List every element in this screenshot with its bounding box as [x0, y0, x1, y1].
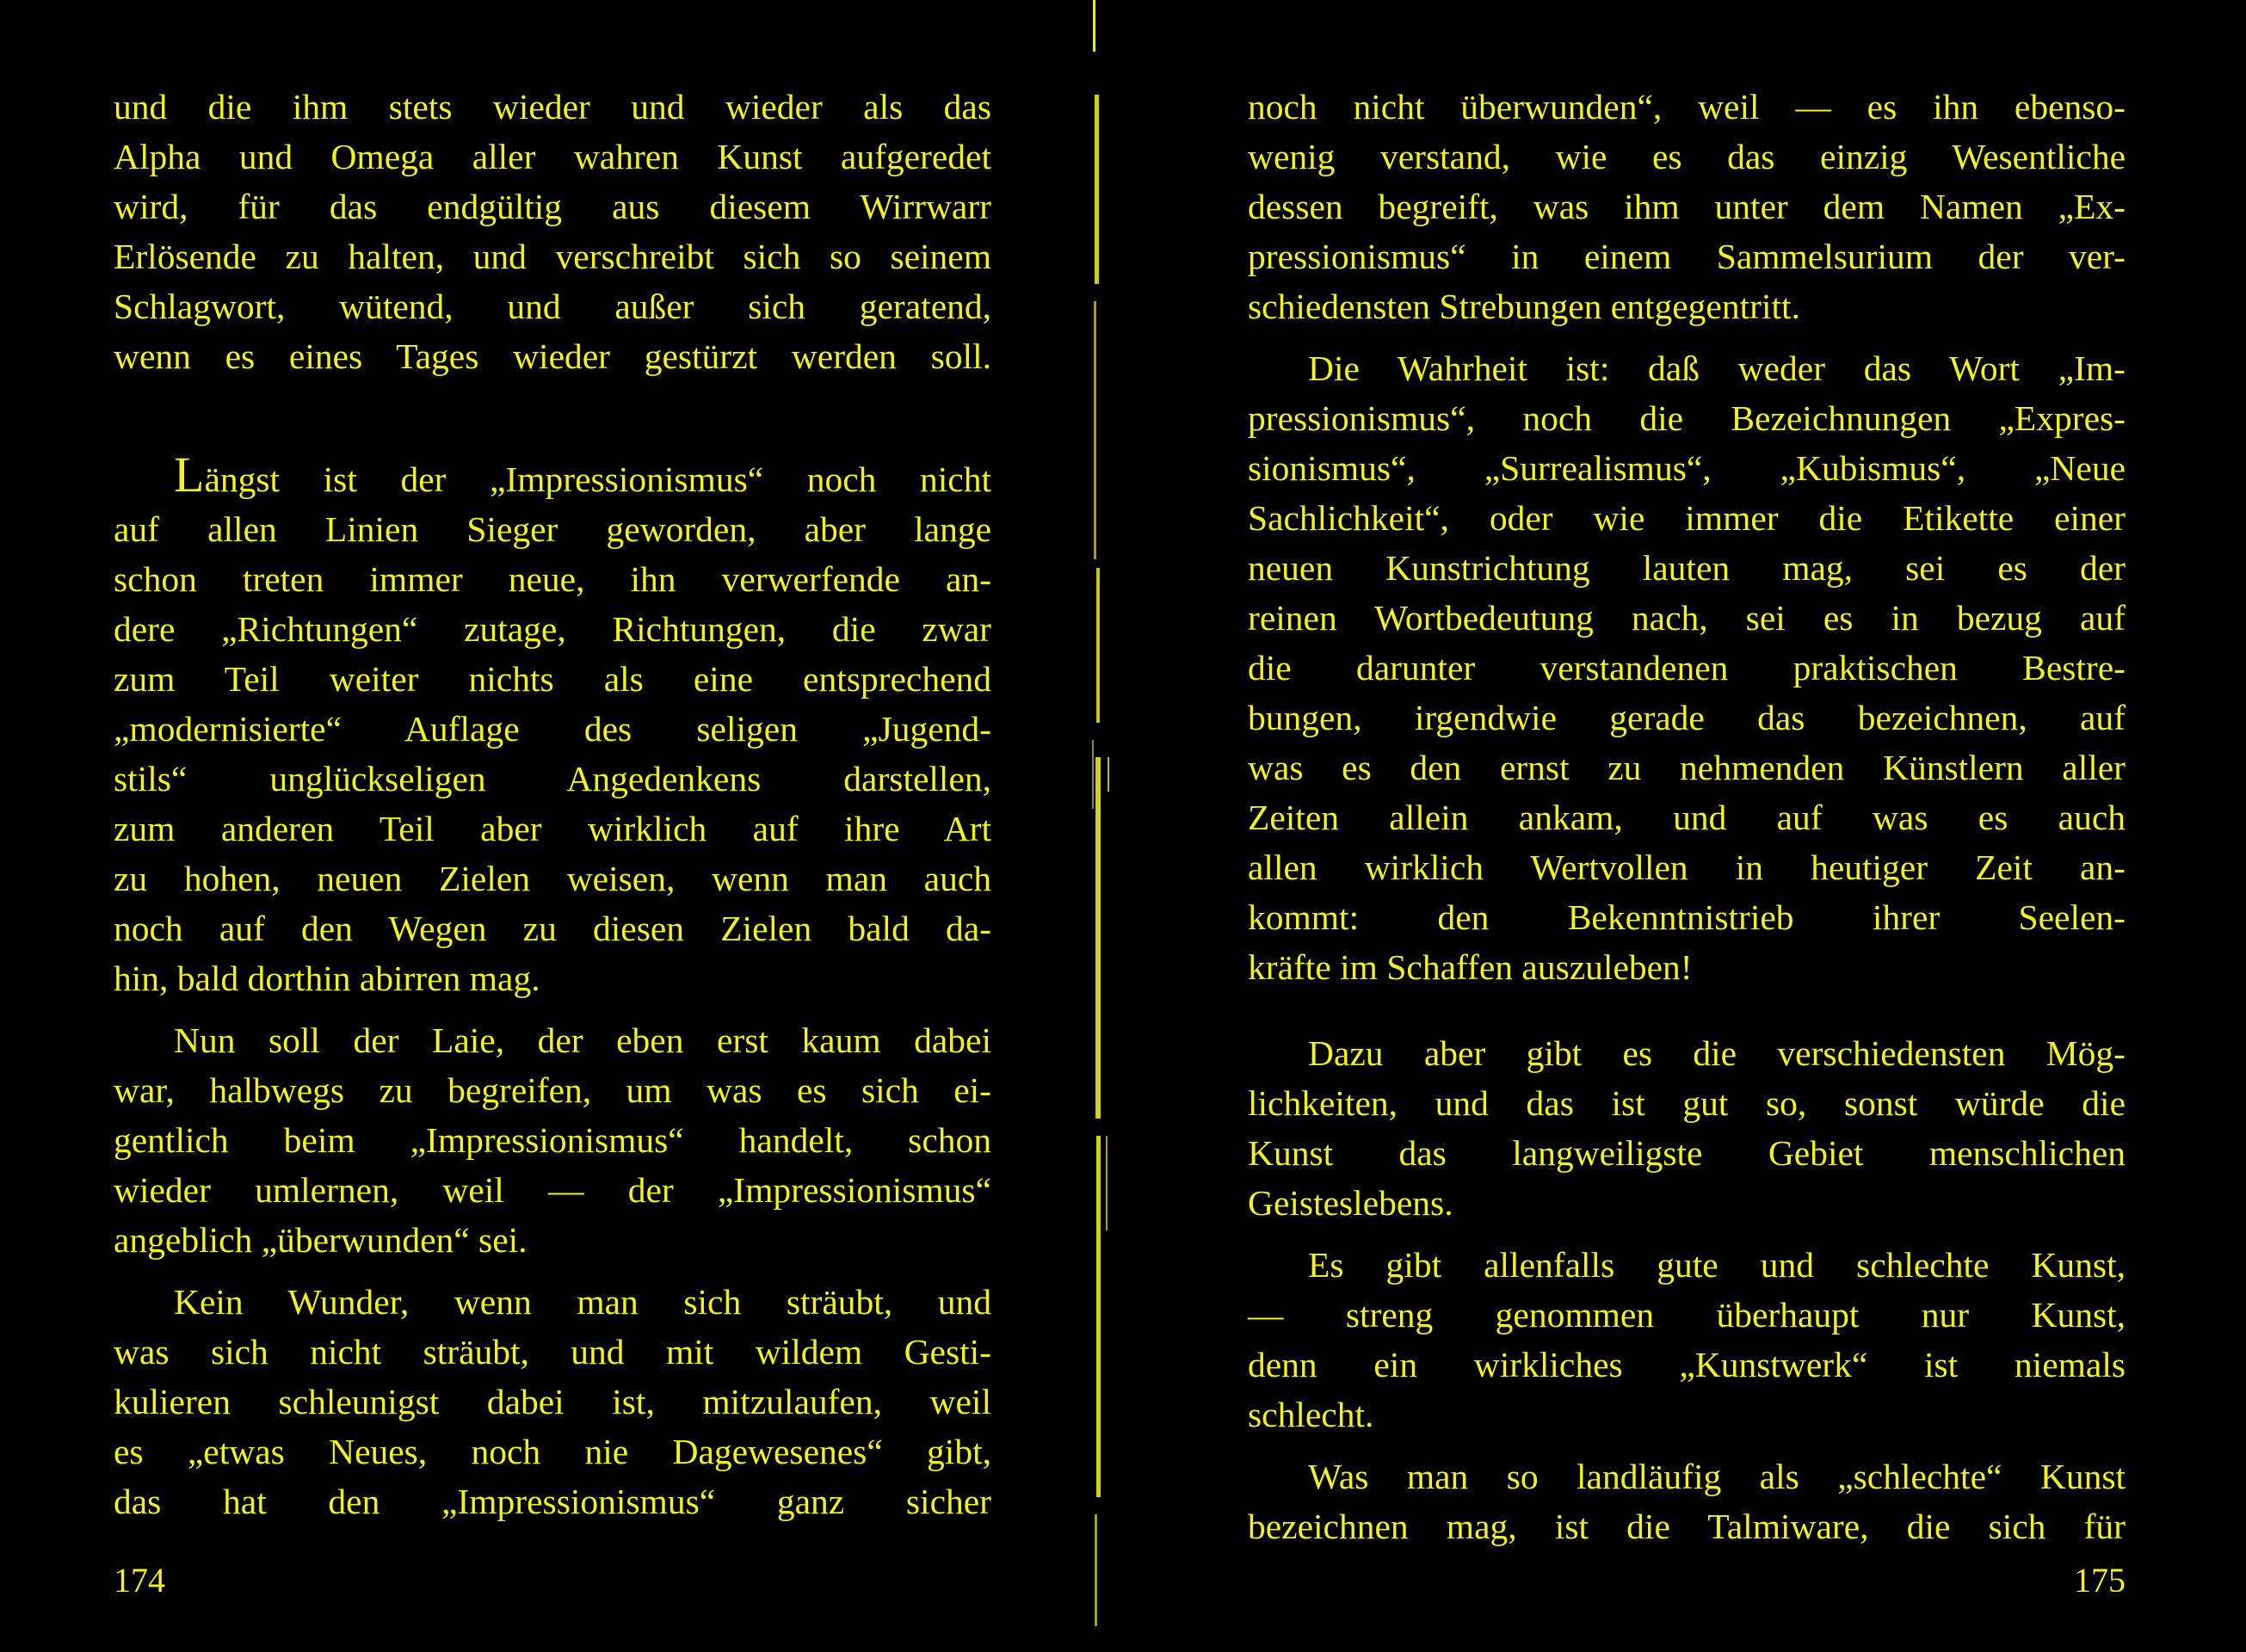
paragraph: [1248, 343, 2126, 992]
text-line: die darunter verstandenen praktischen Bestre-: [1248, 648, 2126, 687]
paragraph: [114, 447, 991, 1003]
text-line: Was man so landläufig als „schlechte“ Kunst: [1308, 1457, 2126, 1496]
text-line: Die Wahrheit ist: daß weder das Wort „Im-: [1308, 348, 2126, 388]
paragraph: [1248, 1452, 2126, 1551]
text-line: wenig verstand, wie es das einzig Wesentliche: [1248, 137, 2126, 176]
paragraph: [114, 1277, 991, 1526]
text-line: kommt: den Bekenntnistrieb ihrer Seelen-: [1248, 897, 2126, 937]
text-line: allen wirklich Wertvollen in heutiger Zeit an-: [1248, 848, 2126, 887]
text-line: Zeiten allein ankam, und auf was es auch: [1248, 798, 2126, 837]
text-line: Kein Wunder, wenn man sich sträubt, und: [174, 1282, 991, 1322]
text-line: Dazu aber gibt es die verschiedensten Mög-: [1308, 1033, 2126, 1073]
text-line: hin, bald dorthin abirren mag.: [114, 959, 540, 998]
text-line: noch auf den Wegen zu diesen Zielen bald da-: [114, 909, 991, 948]
text-line: sionismus“, „Surrealismus“, „Kubismus“, „Neue: [1248, 448, 2126, 488]
paragraph: [114, 82, 991, 381]
text-line: was sich nicht sträubt, und mit wildem Gesti-: [114, 1332, 991, 1372]
text-line: pressionismus“, noch die Bezeichnungen „Expres-: [1248, 398, 2126, 438]
text-line: zu hohen, neuen Zielen weisen, wenn man auch: [114, 859, 991, 898]
text-line: Kunst das langweiligste Gebiet menschlichen: [1248, 1133, 2126, 1173]
text-line: Sachlichkeit“, oder wie immer die Etikette einer: [1248, 498, 2126, 538]
text-line: — streng genommen überhaupt nur Kunst,: [1248, 1295, 2126, 1335]
right-page: [1248, 82, 2126, 1622]
book-gutter: [1086, 0, 1112, 1652]
text-line: kulieren schleunigst dabei ist, mitzulaufen, weil: [114, 1382, 991, 1421]
paragraph: [1248, 82, 2126, 331]
text-line: zum Teil weiter nichts als eine entsprechend: [114, 659, 991, 699]
page-number: 175: [2074, 1561, 2126, 1600]
text-line: kräfte im Schaffen auszuleben!: [1248, 947, 1693, 987]
text-line: wenn es eines Tages wieder gestürzt werden soll.: [114, 336, 991, 376]
dropcap-letter: L: [174, 447, 205, 502]
text-line: stils“ unglückseligen Angedenkens darstellen,: [114, 759, 991, 798]
text-line: pressionismus“ in einem Sammelsurium der ver-: [1248, 237, 2126, 276]
text-line: schon treten immer neue, ihn verwerfende an-: [114, 559, 991, 599]
paragraph: [114, 1015, 991, 1265]
text-line: Es gibt allenfalls gute und schlechte Kunst,: [1308, 1245, 2126, 1285]
text-line: Geisteslebens.: [1248, 1183, 1453, 1223]
text-line: bezeichnen mag, ist die Talmiware, die sich für: [1248, 1507, 2126, 1546]
text-line: gentlich beim „Impressionismus“ handelt, schon: [114, 1120, 991, 1160]
text-line: noch nicht überwunden“, weil — es ihn ebenso-: [1248, 87, 2126, 126]
text-line: ängst ist der „Impressionismus“ noch nicht: [204, 459, 991, 499]
text-line: zum anderen Teil aber wirklich auf ihre Art: [114, 809, 991, 848]
text-line: Alpha und Omega aller wahren Kunst aufgeredet: [114, 137, 991, 176]
text-line: schlecht.: [1248, 1395, 1374, 1434]
text-line: neuen Kunstrichtung lauten mag, sei es der: [1248, 548, 2126, 588]
text-line: es „etwas Neues, noch nie Dagewesenes“ gibt,: [114, 1432, 991, 1471]
text-line: wird, für das endgültig aus diesem Wirrwarr: [114, 187, 991, 226]
text-line: dessen begreift, was ihm unter dem Namen „Ex-: [1248, 187, 2126, 226]
text-line: angeblich „überwunden“ sei.: [114, 1220, 528, 1260]
text-line: Nun soll der Laie, der eben erst kaum dabei: [174, 1020, 991, 1060]
text-line: „modernisierte“ Auflage des seligen „Jugend-: [114, 709, 991, 749]
text-line: war, halbwegs zu begreifen, um was es sich ei-: [114, 1070, 991, 1110]
text-line-with-dropcap: [114, 447, 991, 504]
paragraph: [1248, 1240, 2126, 1439]
text-line: schiedensten Strebungen entgegentritt.: [1248, 287, 1800, 326]
text-line: lichkeiten, und das ist gut so, sonst würde die: [1248, 1083, 2126, 1123]
text-line: was es den ernst zu nehmenden Künstlern aller: [1248, 748, 2126, 787]
text-line: dere „Richtungen“ zutage, Richtungen, die zwar: [114, 609, 991, 649]
page-number: 174: [114, 1561, 165, 1600]
text-line: reinen Wortbedeutung nach, sei es in bezug auf: [1248, 598, 2126, 638]
paragraph: [1248, 1028, 2126, 1228]
text-line: Schlagwort, wütend, und außer sich geratend,: [114, 287, 991, 326]
left-page: [114, 82, 991, 1622]
text-line: das hat den „Impressionismus“ ganz sicher: [114, 1482, 991, 1521]
text-line: denn ein wirkliches „Kunstwerk“ ist niemals: [1248, 1345, 2126, 1384]
text-line: Erlösende zu halten, und verschreibt sich so seinem: [114, 237, 991, 276]
text-line: auf allen Linien Sieger geworden, aber lange: [114, 509, 991, 549]
text-line: bungen, irgendwie gerade das bezeichnen, auf: [1248, 698, 2126, 737]
text-line: und die ihm stets wieder und wieder als das: [114, 87, 991, 126]
text-line: wieder umlernen, weil — der „Impressionismus“: [114, 1170, 991, 1210]
